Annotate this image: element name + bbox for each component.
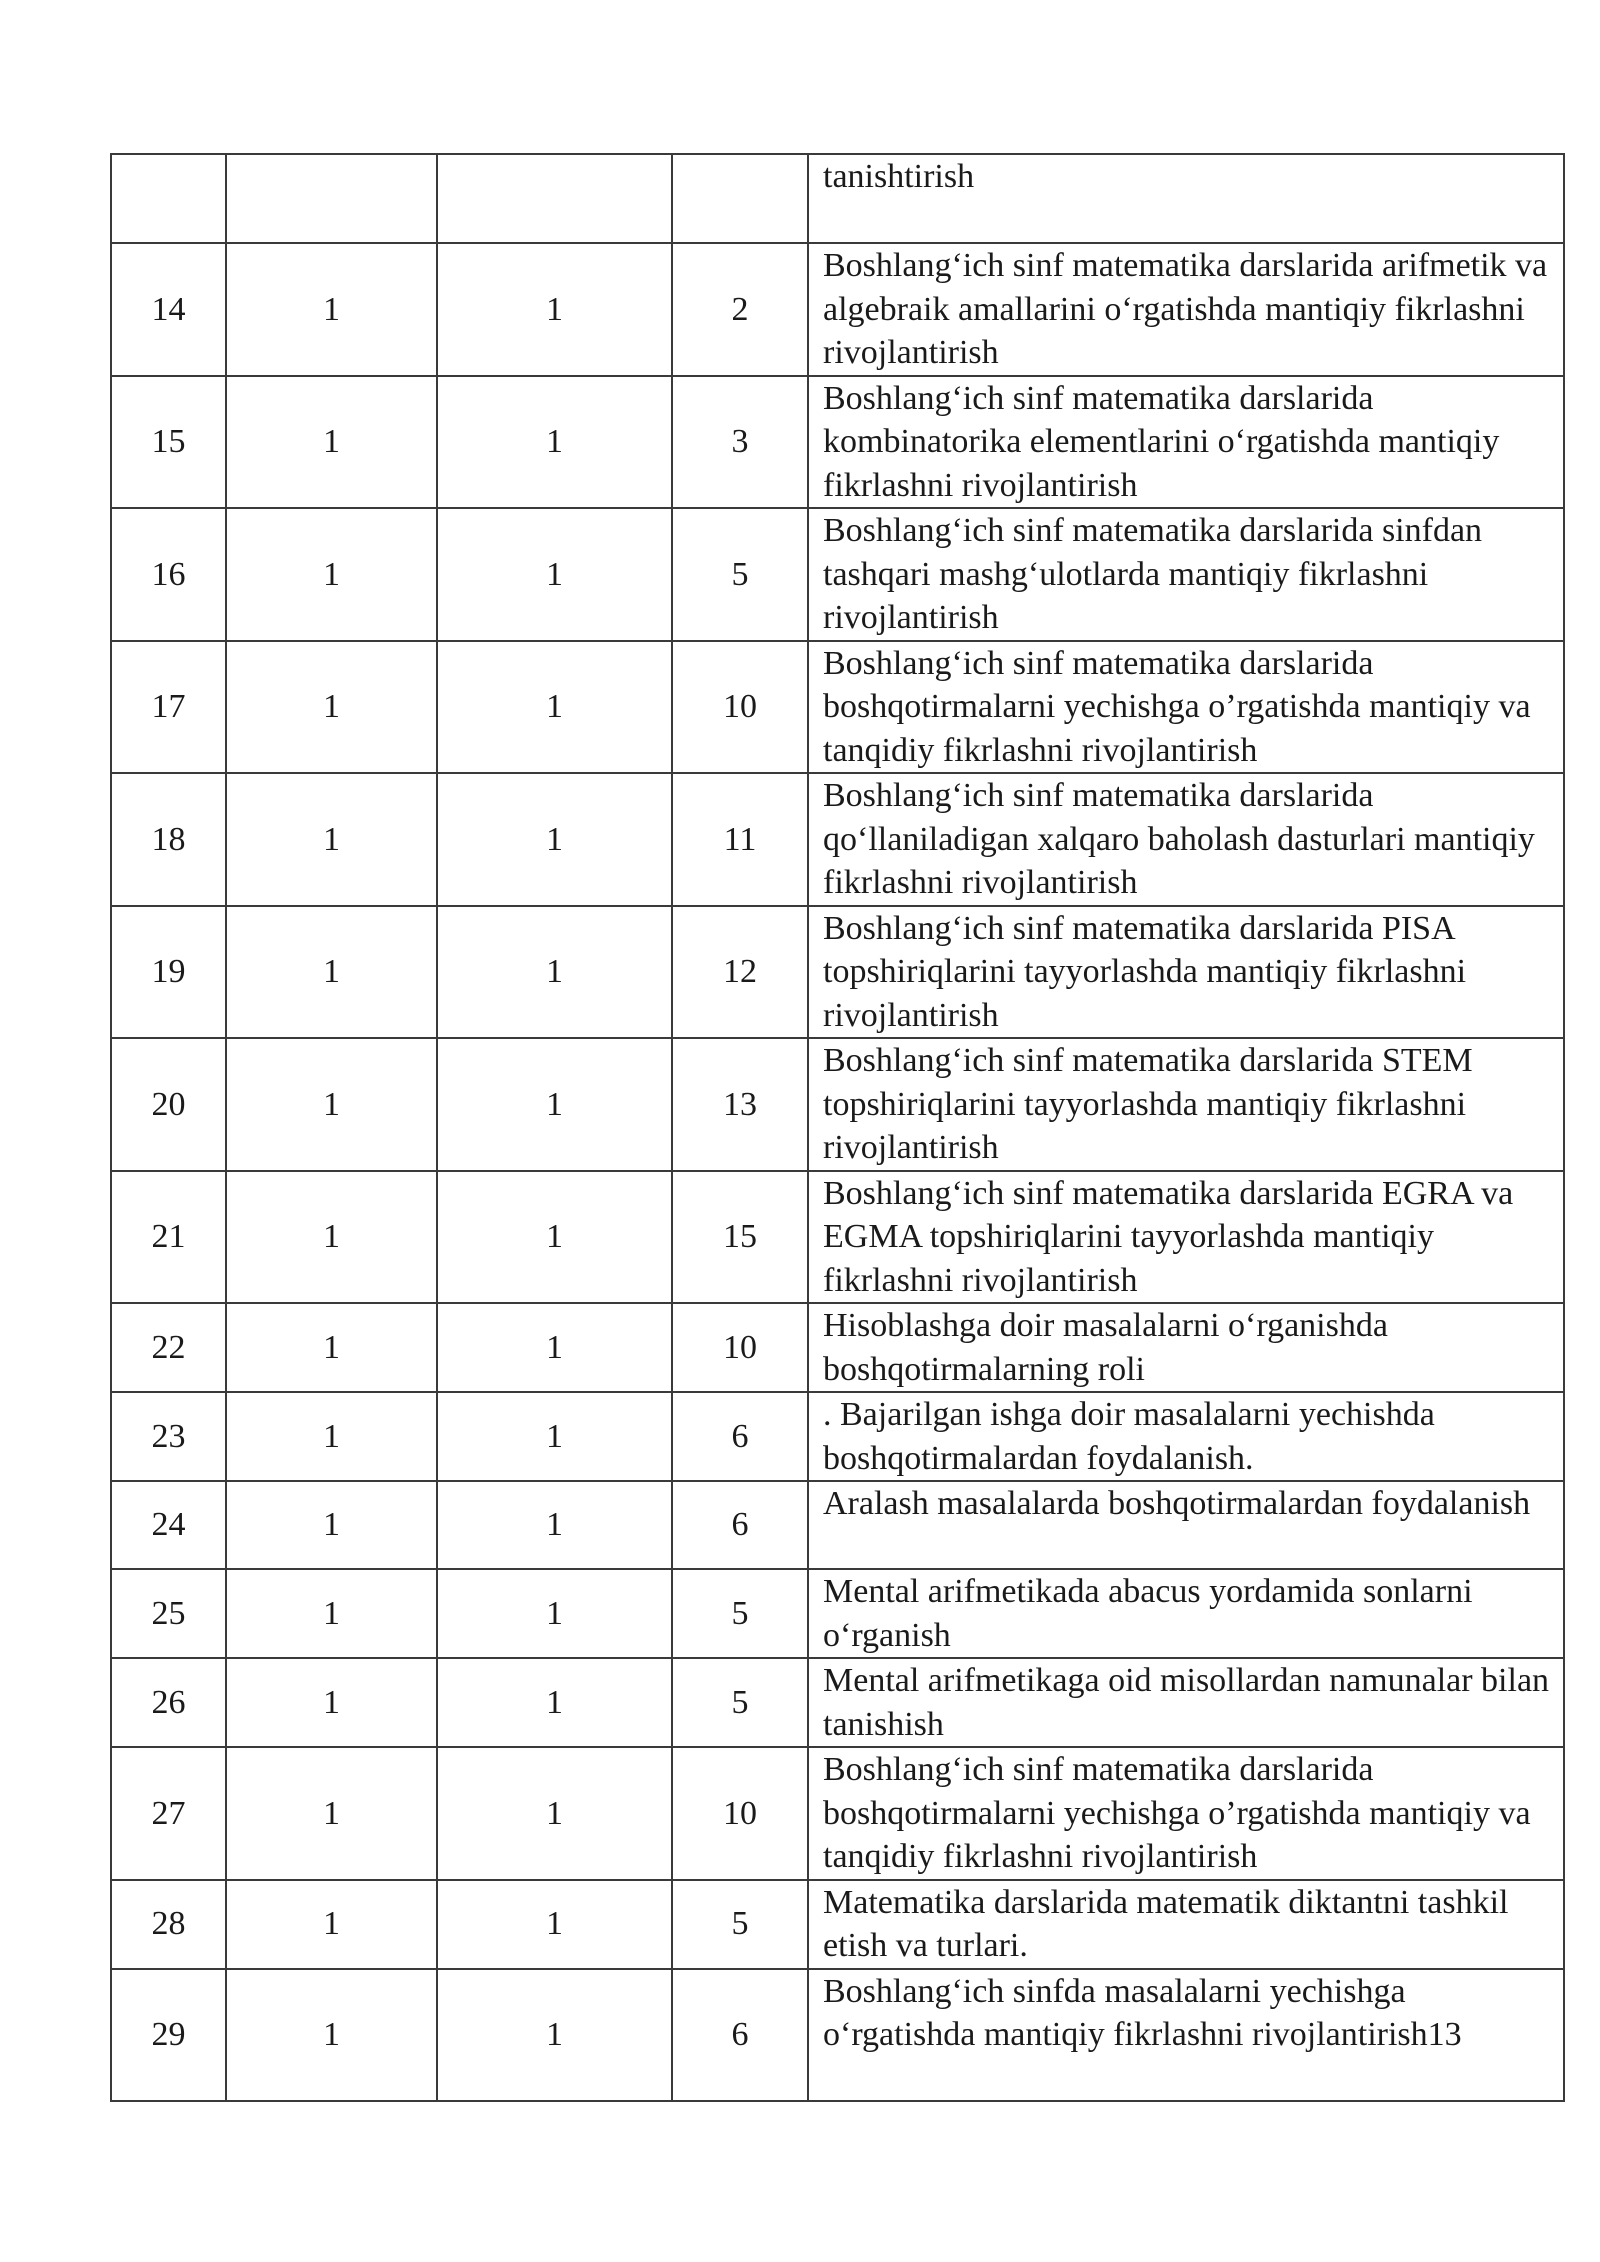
- table-row: [111, 1569, 1564, 1658]
- credit-cell: 1: [226, 1038, 437, 1171]
- hours-cell: 12: [672, 906, 808, 1039]
- topic-cell: Aralash masalalarda boshqotirmalardan foydalanish: [808, 1481, 1564, 1569]
- table-row: [111, 376, 1564, 509]
- credit-cell: 1: [226, 906, 437, 1039]
- row-number-cell: 29: [111, 1969, 226, 2101]
- hours-cell: 10: [672, 1303, 808, 1392]
- credit-cell: 1: [226, 1747, 437, 1880]
- row-number-cell: 18: [111, 773, 226, 906]
- row-number-cell: [111, 154, 226, 243]
- hours-cell: 15: [672, 1171, 808, 1304]
- table-row: [111, 508, 1564, 641]
- semester-cell: 1: [437, 508, 672, 641]
- topic-cell: Matematika darslarida matematik diktantni tashkil etish va turlari.: [808, 1880, 1564, 1969]
- table-row: [111, 1969, 1564, 2101]
- hours-cell: 5: [672, 1880, 808, 1969]
- row-number-cell: 16: [111, 508, 226, 641]
- topic-cell: Boshlang‘ich sinf matematika darslarida EGRA va EGMA topshiriqlarini tayyorlashda mantiqiy fikrlashni rivojlantirish: [808, 1171, 1564, 1304]
- row-number-cell: 27: [111, 1747, 226, 1880]
- topic-cell: Boshlang‘ich sinf matematika darslarida STEM topshiriqlarini tayyorlashda mantiqiy fikrlashni rivojlantirish: [808, 1038, 1564, 1171]
- topic-cell: tanishtirish: [808, 154, 1564, 243]
- table-row: [111, 1038, 1564, 1171]
- semester-cell: 1: [437, 376, 672, 509]
- topic-cell: Boshlang‘ich sinfda masalalarni yechishga o‘rgatishda mantiqiy fikrlashni rivojlantirish13: [808, 1969, 1564, 2101]
- credit-cell: 1: [226, 1171, 437, 1304]
- row-number-cell: 19: [111, 906, 226, 1039]
- credit-cell: 1: [226, 1880, 437, 1969]
- credit-cell: 1: [226, 243, 437, 376]
- table-row: [111, 641, 1564, 774]
- credit-cell: 1: [226, 1569, 437, 1658]
- hours-cell: 6: [672, 1969, 808, 2101]
- semester-cell: 1: [437, 1038, 672, 1171]
- table-row: [111, 1303, 1564, 1392]
- semester-cell: 1: [437, 243, 672, 376]
- semester-cell: 1: [437, 1658, 672, 1747]
- credit-cell: 1: [226, 641, 437, 774]
- row-number-cell: 20: [111, 1038, 226, 1171]
- row-number-cell: 21: [111, 1171, 226, 1304]
- table-row: [111, 1392, 1564, 1481]
- hours-cell: 6: [672, 1481, 808, 1569]
- semester-cell: 1: [437, 1303, 672, 1392]
- semester-cell: 1: [437, 1880, 672, 1969]
- row-number-cell: 14: [111, 243, 226, 376]
- topic-cell: Boshlang‘ich sinf matematika darslarida sinfdan tashqari mashg‘ulotlarda mantiqiy fikrlashni rivojlantirish: [808, 508, 1564, 641]
- hours-cell: 3: [672, 376, 808, 509]
- semester-cell: 1: [437, 1747, 672, 1880]
- topic-cell: Mental arifmetikaga oid misollardan namunalar bilan tanishish: [808, 1658, 1564, 1747]
- topic-cell: Boshlang‘ich sinf matematika darslarida boshqotirmalarni yechishga o’rgatishda mantiqiy va tanqidiy fikrlashni rivojlantirish: [808, 641, 1564, 774]
- row-number-cell: 17: [111, 641, 226, 774]
- topic-cell: Mental arifmetikada abacus yordamida sonlarni o‘rganish: [808, 1569, 1564, 1658]
- row-number-cell: 22: [111, 1303, 226, 1392]
- credit-cell: 1: [226, 1658, 437, 1747]
- table-row: [111, 1481, 1564, 1569]
- semester-cell: 1: [437, 773, 672, 906]
- hours-cell: 2: [672, 243, 808, 376]
- table-row: [111, 1880, 1564, 1969]
- hours-cell: 11: [672, 773, 808, 906]
- credit-cell: 1: [226, 376, 437, 509]
- credit-cell: 1: [226, 773, 437, 906]
- hours-cell: 10: [672, 641, 808, 774]
- topic-cell: Boshlang‘ich sinf matematika darslarida boshqotirmalarni yechishga o’rgatishda mantiqiy va tanqidiy fikrlashni rivojlantirish: [808, 1747, 1564, 1880]
- row-number-cell: 23: [111, 1392, 226, 1481]
- hours-cell: 5: [672, 1569, 808, 1658]
- curriculum-table: [110, 153, 1565, 2102]
- table-row: [111, 154, 1564, 243]
- semester-cell: 1: [437, 1969, 672, 2101]
- table-body: [111, 154, 1564, 2101]
- table-row: [111, 1747, 1564, 1880]
- table-row: [111, 243, 1564, 376]
- semester-cell: 1: [437, 1569, 672, 1658]
- row-number-cell: 28: [111, 1880, 226, 1969]
- topic-cell: Boshlang‘ich sinf matematika darslarida PISA topshiriqlarini tayyorlashda mantiqiy fikrlashni rivojlantirish: [808, 906, 1564, 1039]
- credit-cell: [226, 154, 437, 243]
- row-number-cell: 15: [111, 376, 226, 509]
- hours-cell: 10: [672, 1747, 808, 1880]
- row-number-cell: 24: [111, 1481, 226, 1569]
- credit-cell: 1: [226, 1969, 437, 2101]
- hours-cell: 13: [672, 1038, 808, 1171]
- hours-cell: 5: [672, 1658, 808, 1747]
- credit-cell: 1: [226, 1303, 437, 1392]
- semester-cell: 1: [437, 1392, 672, 1481]
- credit-cell: 1: [226, 1481, 437, 1569]
- row-number-cell: 26: [111, 1658, 226, 1747]
- semester-cell: 1: [437, 1171, 672, 1304]
- table-row: [111, 773, 1564, 906]
- table-row: [111, 906, 1564, 1039]
- table-row: [111, 1171, 1564, 1304]
- row-number-cell: 25: [111, 1569, 226, 1658]
- table-row: [111, 1658, 1564, 1747]
- credit-cell: 1: [226, 1392, 437, 1481]
- semester-cell: 1: [437, 906, 672, 1039]
- hours-cell: 5: [672, 508, 808, 641]
- topic-cell: . Bajarilgan ishga doir masalalarni yechishda boshqotirmalardan foydalanish.: [808, 1392, 1564, 1481]
- semester-cell: 1: [437, 1481, 672, 1569]
- topic-cell: Boshlang‘ich sinf matematika darslarida kombinatorika elementlarini o‘rgatishda mantiqiy fikrlashni rivojlantirish: [808, 376, 1564, 509]
- topic-cell: Boshlang‘ich sinf matematika darslarida arifmetik va algebraik amallarini o‘rgatishda mantiqiy fikrlashni rivojlantirish: [808, 243, 1564, 376]
- hours-cell: 6: [672, 1392, 808, 1481]
- semester-cell: [437, 154, 672, 243]
- topic-cell: Hisoblashga doir masalalarni o‘rganishda boshqotirmalarning roli: [808, 1303, 1564, 1392]
- hours-cell: [672, 154, 808, 243]
- credit-cell: 1: [226, 508, 437, 641]
- topic-cell: Boshlang‘ich sinf matematika darslarida qo‘llaniladigan xalqaro baholash dasturlari mantiqiy fikrlashni rivojlantirish: [808, 773, 1564, 906]
- semester-cell: 1: [437, 641, 672, 774]
